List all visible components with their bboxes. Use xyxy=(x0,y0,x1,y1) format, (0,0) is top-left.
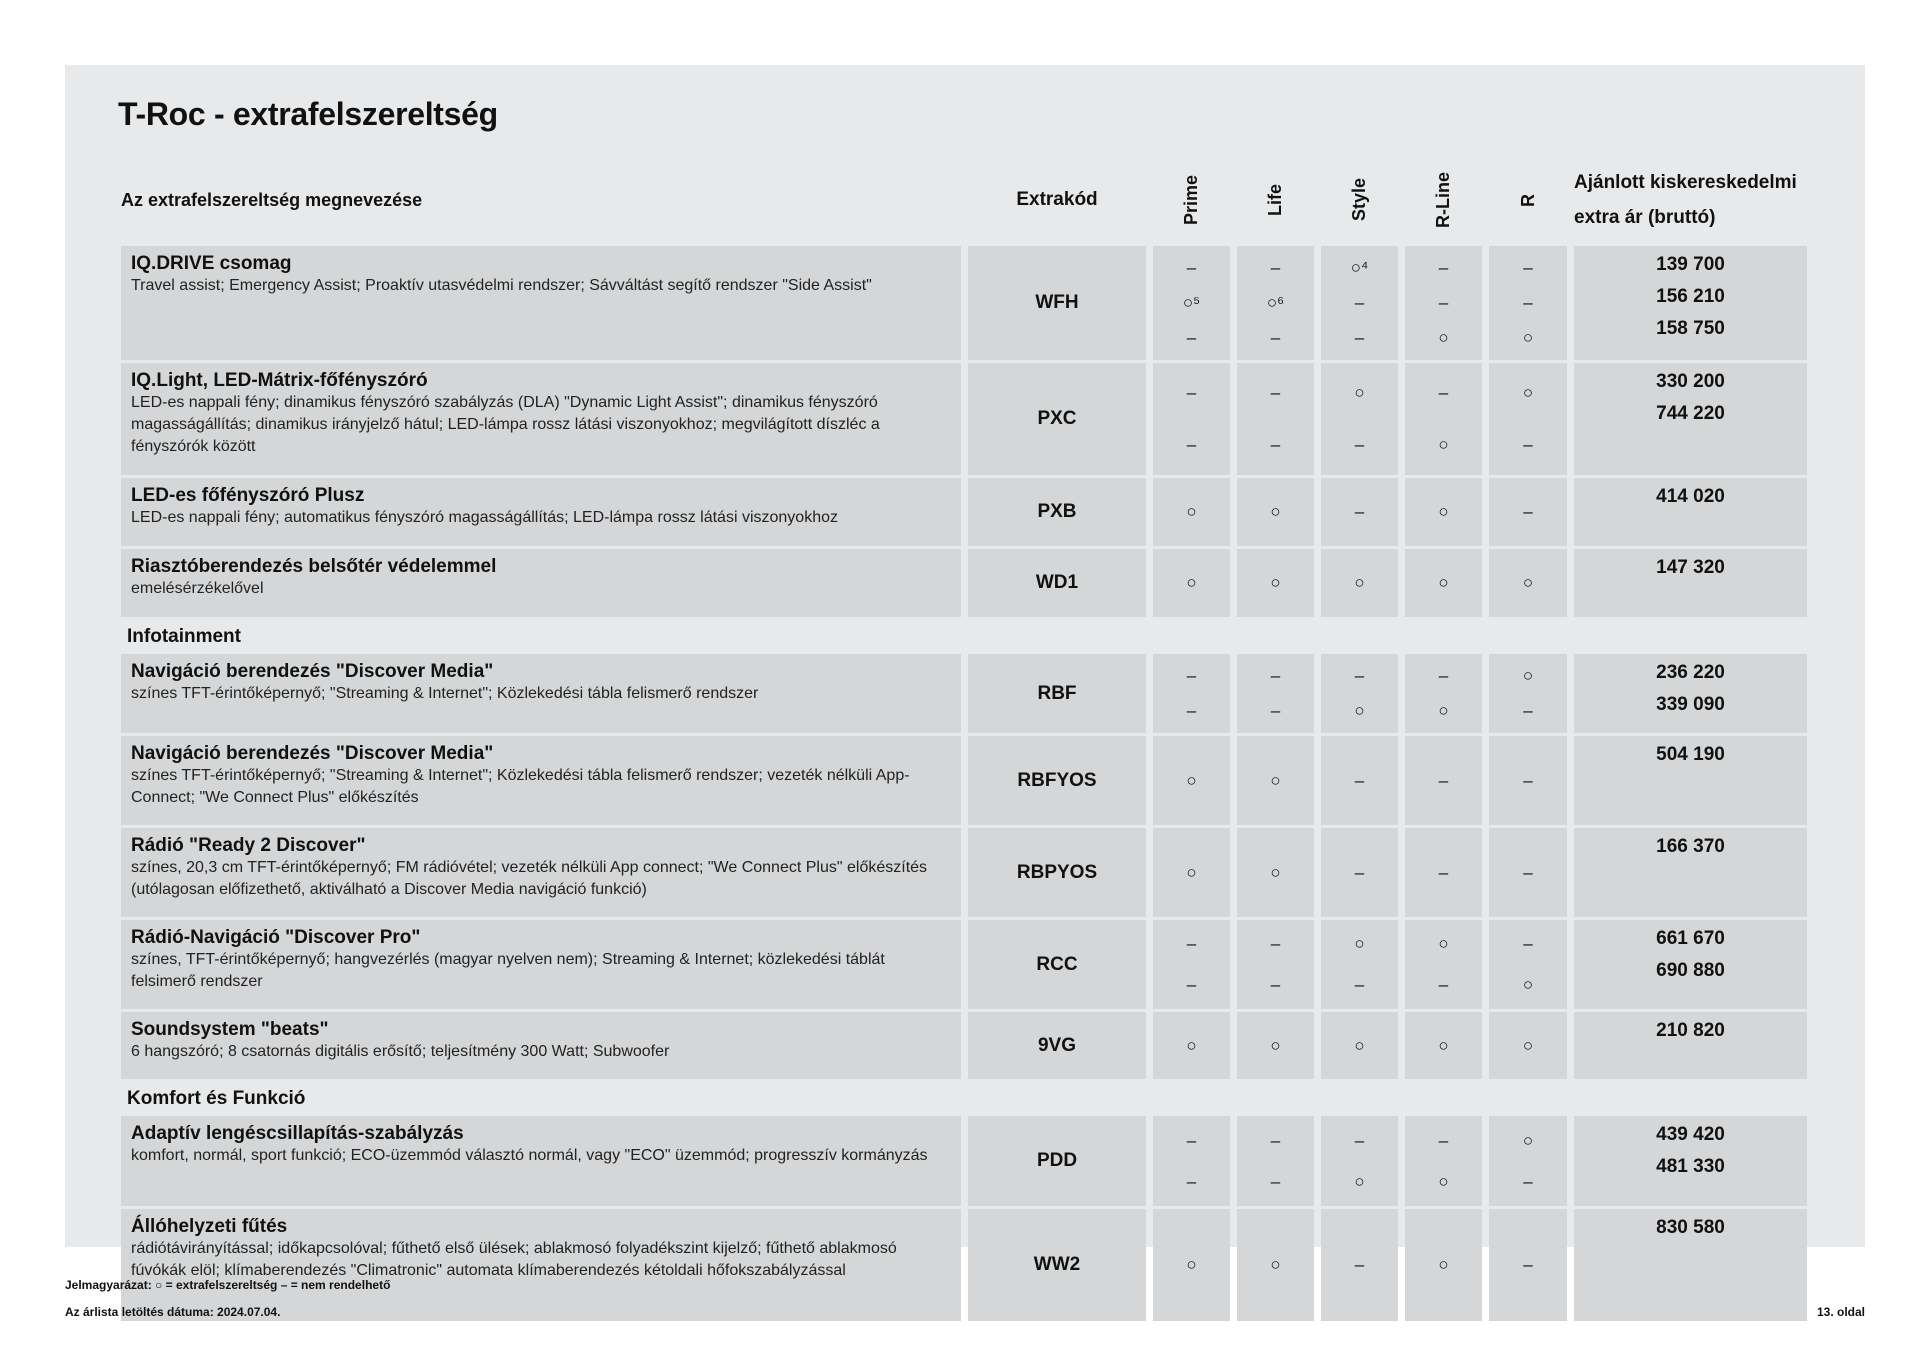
availability-mark: – xyxy=(1186,974,1197,994)
availability-mark: – xyxy=(1186,701,1197,721)
price-value: 156 210 xyxy=(1656,286,1725,307)
availability-mark: ○ xyxy=(1522,328,1534,348)
header-trim-prime xyxy=(1153,165,1230,235)
price-cell xyxy=(1574,654,1807,733)
availability-cell xyxy=(1405,1116,1482,1206)
availability-cell xyxy=(1405,828,1482,917)
availability-mark: – xyxy=(1438,665,1449,685)
price-cell xyxy=(1574,478,1807,546)
availability-mark: ○ xyxy=(1354,1171,1365,1191)
option-title: Rádió-Navigáció "Discover Pro" xyxy=(131,927,421,948)
availability-mark: – xyxy=(1186,257,1197,277)
price-value: 339 090 xyxy=(1656,694,1725,715)
price-cell xyxy=(1574,736,1807,825)
availability-mark: – xyxy=(1186,383,1197,402)
availability-cell xyxy=(1153,654,1230,733)
availability-mark: ○ xyxy=(1354,701,1365,721)
legend: Jelmagyarázat: ○ = extrafelszereltség – = nem rendelhető xyxy=(65,1278,391,1292)
availability-cell xyxy=(1153,1116,1230,1206)
availability-mark: – xyxy=(1270,257,1281,277)
availability-mark: – xyxy=(1186,328,1197,348)
availability-cell xyxy=(1321,828,1398,917)
option-title: IQ.DRIVE csomag xyxy=(131,253,292,274)
trim-label: R-Line xyxy=(1433,172,1453,228)
availability-cell xyxy=(1321,736,1398,825)
option-code: WD1 xyxy=(968,549,1146,617)
availability-cell xyxy=(1321,363,1398,475)
availability-cell xyxy=(1405,920,1482,1009)
availability-mark: – xyxy=(1523,862,1533,882)
option-title: Állóhelyzeti fűtés xyxy=(131,1216,288,1237)
availability-cell xyxy=(1405,1209,1482,1321)
availability-cell xyxy=(1321,478,1398,546)
availability-mark: – xyxy=(1438,770,1449,790)
availability-cell xyxy=(1489,478,1567,546)
availability-mark: – xyxy=(1186,1171,1197,1191)
availability-cell xyxy=(1153,549,1230,617)
availability-mark: – xyxy=(1438,292,1449,312)
option-description: színes, TFT-érintőképernyő; hangvezérlés (magyar nyelven nem); Streaming & Internet; közlekedési táblát felsimerő rendszer xyxy=(131,951,885,990)
availability-mark: ○ xyxy=(1438,701,1449,721)
price-cell xyxy=(1574,1116,1807,1206)
price-value: 166 370 xyxy=(1656,836,1725,857)
option-title: Riasztóberendezés belsőtér védelemmel xyxy=(131,556,497,577)
price-value: 439 420 xyxy=(1656,1124,1725,1145)
option-description: emelésérzékelővel xyxy=(131,580,264,597)
availability-mark: ○ xyxy=(1270,1035,1281,1055)
availability-mark: – xyxy=(1186,665,1197,685)
price-value: 414 020 xyxy=(1656,486,1725,507)
option-name-cell xyxy=(121,478,961,546)
availability-cell xyxy=(1405,736,1482,825)
availability-mark: ○ xyxy=(1354,383,1365,402)
availability-mark: – xyxy=(1438,1130,1449,1150)
option-title: LED-es főfényszóró Plusz xyxy=(131,485,365,506)
option-description: Travel assist; Emergency Assist; Proaktív utasvédelmi rendszer; Sávváltást segítő rendszer "Side Assist" xyxy=(131,277,872,294)
option-name-cell xyxy=(121,246,961,360)
download-date: Az árlista letöltés dátuma: 2024.07.04. xyxy=(65,1305,281,1319)
availability-mark: ○ xyxy=(1270,770,1281,790)
availability-mark: – xyxy=(1438,974,1449,994)
availability-mark: – xyxy=(1354,862,1365,882)
availability-mark: ○ xyxy=(1270,1255,1281,1274)
availability-mark: – xyxy=(1523,1171,1533,1191)
page-number: 13. oldal xyxy=(1816,1305,1865,1319)
availability-cell xyxy=(1489,736,1567,825)
option-name-cell xyxy=(121,363,961,475)
availability-mark: – xyxy=(1354,1130,1365,1150)
availability-mark: – xyxy=(1270,974,1281,994)
availability-cell xyxy=(1237,363,1314,475)
price-value: 481 330 xyxy=(1656,1156,1725,1177)
header-code: Extrakód xyxy=(1016,189,1098,210)
availability-mark: – xyxy=(1354,435,1365,454)
option-code: PXC xyxy=(968,363,1146,475)
availability-cell xyxy=(1489,920,1567,1009)
header-trim-rline xyxy=(1405,165,1482,235)
availability-mark: ○ xyxy=(1522,1035,1534,1055)
option-code: PDD xyxy=(968,1116,1146,1206)
option-description: LED-es nappali fény; automatikus fényszóró magasságállítás; LED-lámpa rossz látási viszonyokhoz xyxy=(131,509,838,526)
availability-mark: – xyxy=(1438,862,1449,882)
availability-mark: – xyxy=(1523,292,1533,312)
price-value: 504 190 xyxy=(1656,744,1725,765)
availability-mark: – xyxy=(1354,974,1365,994)
availability-cell xyxy=(1405,654,1482,733)
availability-cell xyxy=(1237,1209,1314,1321)
availability-cell xyxy=(1321,246,1398,360)
availability-mark: ○ xyxy=(1522,383,1534,402)
price-value: 661 670 xyxy=(1656,928,1725,949)
availability-mark: ○ xyxy=(1438,1035,1449,1055)
price-value: 690 880 xyxy=(1656,960,1725,981)
availability-cell xyxy=(1489,828,1567,917)
option-title: IQ.Light, LED-Mátrix-főfényszóró xyxy=(131,370,428,391)
availability-mark: ○⁶ xyxy=(1266,292,1285,312)
option-name-cell xyxy=(121,1012,961,1079)
availability-cell xyxy=(1153,363,1230,475)
option-name-cell xyxy=(121,736,961,825)
option-title: Adaptív lengéscsillapítás-szabályzás xyxy=(131,1123,464,1144)
option-code: RBFYOS xyxy=(968,736,1146,825)
option-name-cell xyxy=(121,920,961,1009)
option-code: 9VG xyxy=(968,1012,1146,1079)
availability-cell xyxy=(1321,654,1398,733)
header-price-line: Ajánlott kiskereskedelmi xyxy=(1574,172,1797,193)
price-value: 830 580 xyxy=(1656,1217,1725,1238)
price-cell xyxy=(1574,246,1807,360)
trim-label: Prime xyxy=(1181,174,1201,226)
availability-mark: – xyxy=(1523,770,1533,790)
availability-mark: – xyxy=(1354,502,1365,521)
availability-cell xyxy=(1153,478,1230,546)
option-name-cell xyxy=(121,828,961,917)
option-name-cell xyxy=(121,1116,961,1206)
availability-cell xyxy=(1153,920,1230,1009)
option-name-cell xyxy=(121,654,961,733)
availability-cell xyxy=(1489,1209,1567,1321)
price-cell xyxy=(1574,549,1807,617)
trim-label: Life xyxy=(1265,183,1285,216)
availability-cell xyxy=(1237,1116,1314,1206)
availability-mark: ○ xyxy=(1186,1035,1197,1055)
availability-mark: – xyxy=(1270,1130,1281,1150)
option-description: komfort, normál, sport funkció; ECO-üzemmód választó normál, vagy "ECO" üzemmód; progresszív kormányzás xyxy=(131,1147,928,1164)
availability-cell xyxy=(1237,828,1314,917)
availability-cell xyxy=(1237,549,1314,617)
availability-mark: – xyxy=(1523,257,1533,277)
option-title: Navigáció berendezés "Discover Media" xyxy=(131,743,494,764)
option-description: színes TFT-érintőképernyő; "Streaming & Internet"; Közlekedési tábla felismerő rendszer xyxy=(131,685,759,702)
availability-mark: ○⁵ xyxy=(1182,292,1201,312)
availability-cell xyxy=(1405,549,1482,617)
availability-cell xyxy=(1405,1012,1482,1079)
trim-label: Style xyxy=(1349,178,1369,222)
availability-mark: ○ xyxy=(1354,1035,1365,1055)
option-description: színes, 20,3 cm TFT-érintőképernyő; FM rádióvétel; vezeték nélküli App connect; "We Connect Plus" előkészítés (utólagosan előfizethető, aktiválható a Discover Media navigáció funkció) xyxy=(131,859,928,898)
availability-mark: – xyxy=(1354,665,1365,685)
availability-mark: ○ xyxy=(1438,502,1449,521)
availability-mark: – xyxy=(1270,1171,1281,1191)
availability-cell xyxy=(1153,736,1230,825)
availability-mark: ○ xyxy=(1186,1255,1197,1274)
price-value: 744 220 xyxy=(1656,403,1725,424)
availability-mark: – xyxy=(1186,934,1197,954)
availability-cell xyxy=(1237,478,1314,546)
availability-cell xyxy=(1321,1209,1398,1321)
option-description: színes TFT-érintőképernyő; "Streaming & Internet"; Közlekedési tábla felismerő rendszer; vezeték nélküli App-Connect; "We Connect Plus" előkészítés xyxy=(131,767,910,806)
availability-cell xyxy=(1237,1012,1314,1079)
availability-mark: – xyxy=(1270,665,1281,685)
availability-cell xyxy=(1405,246,1482,360)
availability-cell xyxy=(1237,654,1314,733)
availability-mark: – xyxy=(1354,292,1365,312)
availability-mark: ○ xyxy=(1354,934,1365,954)
price-cell xyxy=(1574,363,1807,475)
availability-mark: – xyxy=(1354,770,1365,790)
availability-mark: – xyxy=(1186,1130,1197,1150)
price-value: 236 220 xyxy=(1656,662,1725,683)
availability-cell xyxy=(1405,478,1482,546)
price-cell xyxy=(1574,1209,1807,1321)
availability-mark: – xyxy=(1270,328,1281,348)
availability-cell xyxy=(1237,246,1314,360)
section-heading: Infotainment xyxy=(127,626,241,647)
availability-mark: – xyxy=(1438,257,1449,277)
price-value: 210 820 xyxy=(1656,1020,1725,1041)
availability-cell xyxy=(1489,1012,1567,1079)
availability-mark: – xyxy=(1270,701,1281,721)
equipment-table xyxy=(121,165,1813,1321)
availability-mark: ○ xyxy=(1438,328,1449,348)
availability-mark: ○ xyxy=(1186,573,1197,592)
availability-mark: ○ xyxy=(1522,573,1534,592)
availability-mark: – xyxy=(1354,328,1365,348)
availability-mark: ○ xyxy=(1522,974,1534,994)
option-title: Navigáció berendezés "Discover Media" xyxy=(131,661,494,682)
availability-cell xyxy=(1489,549,1567,617)
option-title: Soundsystem "beats" xyxy=(131,1019,329,1040)
availability-mark: – xyxy=(1270,383,1281,402)
availability-mark: – xyxy=(1270,435,1281,454)
availability-mark: ○⁴ xyxy=(1350,257,1369,277)
availability-mark: ○ xyxy=(1270,502,1281,521)
availability-cell xyxy=(1153,1209,1230,1321)
option-code: WW2 xyxy=(968,1209,1146,1321)
availability-cell xyxy=(1153,828,1230,917)
availability-mark: ○ xyxy=(1438,435,1449,454)
availability-mark: ○ xyxy=(1438,934,1449,954)
availability-mark: – xyxy=(1270,934,1281,954)
price-value: 330 200 xyxy=(1656,371,1725,392)
header-trim-style xyxy=(1321,165,1398,235)
availability-mark: – xyxy=(1523,435,1533,454)
price-value: 139 700 xyxy=(1656,254,1725,275)
availability-cell xyxy=(1489,654,1567,733)
availability-cell xyxy=(1489,1116,1567,1206)
availability-cell xyxy=(1237,736,1314,825)
availability-mark: – xyxy=(1523,701,1533,721)
trim-label: R xyxy=(1517,193,1538,207)
header-trim-life xyxy=(1237,165,1314,235)
availability-mark: – xyxy=(1354,1255,1365,1274)
availability-mark: – xyxy=(1523,1255,1533,1274)
availability-mark: ○ xyxy=(1186,770,1197,790)
availability-mark: – xyxy=(1523,502,1533,521)
price-value: 158 750 xyxy=(1656,318,1725,339)
header-price-line: extra ár (bruttó) xyxy=(1574,207,1716,228)
availability-mark: – xyxy=(1438,383,1449,402)
option-code: WFH xyxy=(968,246,1146,360)
availability-cell xyxy=(1489,363,1567,475)
header-trim-r xyxy=(1489,165,1567,235)
option-description: LED-es nappali fény; dinamikus fényszóró szabályzás (DLA) "Dynamic Light Assist"; dinamikus fényszóró magasságállítás; dinamikus irányjelző hátul; LED-lámpa rossz látási viszonyokhoz; megvilágított díszléc a fényszórók között xyxy=(131,394,880,455)
option-code: PXB xyxy=(968,478,1146,546)
section-heading: Komfort és Funkció xyxy=(127,1088,306,1109)
page-title: T-Roc - extrafelszereltség xyxy=(118,96,498,132)
availability-mark: ○ xyxy=(1522,1130,1534,1150)
availability-cell xyxy=(1153,1012,1230,1079)
availability-cell xyxy=(1321,549,1398,617)
option-description: rádiótávirányítással; időkapcsolóval; fűthető első ülések; ablakmosó folyadékszint kijelző; fűthető ablakmosó fúvókák elöl; klímaberendezés "Climatronic" automata klímaberendezés kétoldali hőfokszabályzással xyxy=(131,1240,897,1279)
option-code: RCC xyxy=(968,920,1146,1009)
availability-mark: ○ xyxy=(1270,862,1281,882)
price-cell xyxy=(1574,920,1807,1009)
option-code: RBPYOS xyxy=(968,828,1146,917)
availability-mark: ○ xyxy=(1438,1255,1449,1274)
availability-mark: ○ xyxy=(1186,502,1197,521)
option-code: RBF xyxy=(968,654,1146,733)
availability-mark: ○ xyxy=(1270,573,1281,592)
availability-cell xyxy=(1321,1116,1398,1206)
availability-mark: ○ xyxy=(1522,665,1534,685)
availability-mark: ○ xyxy=(1354,573,1365,592)
availability-cell xyxy=(1489,246,1567,360)
header-name: Az extrafelszereltség megnevezése xyxy=(121,189,423,210)
availability-mark: – xyxy=(1186,435,1197,454)
availability-cell xyxy=(1237,920,1314,1009)
option-description: 6 hangszóró; 8 csatornás digitális erősítő; teljesítmény 300 Watt; Subwoofer xyxy=(131,1043,670,1060)
price-cell xyxy=(1574,1012,1807,1079)
option-title: Rádió "Ready 2 Discover" xyxy=(131,835,366,856)
availability-mark: ○ xyxy=(1438,573,1449,592)
header-price xyxy=(1574,165,1807,235)
availability-mark: – xyxy=(1523,934,1533,954)
availability-cell xyxy=(1321,1012,1398,1079)
availability-mark: ○ xyxy=(1186,862,1197,882)
price-value: 147 320 xyxy=(1656,557,1725,578)
price-cell xyxy=(1574,828,1807,917)
availability-cell xyxy=(1405,363,1482,475)
option-name-cell xyxy=(121,549,961,617)
availability-cell xyxy=(1153,246,1230,360)
availability-cell xyxy=(1321,920,1398,1009)
spacer xyxy=(121,238,1807,243)
availability-mark: ○ xyxy=(1438,1171,1449,1191)
